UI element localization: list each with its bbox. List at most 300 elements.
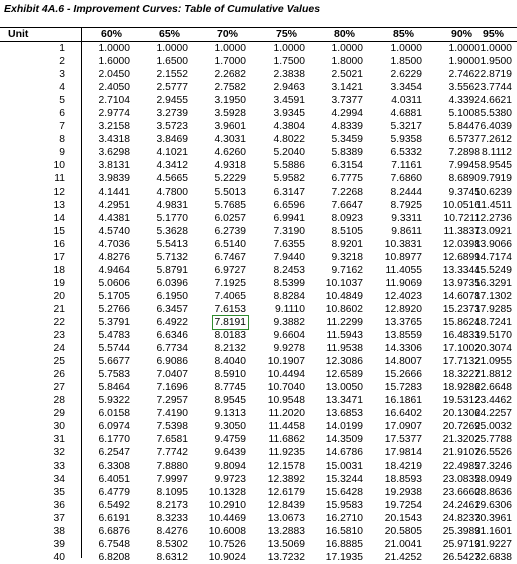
value-cell: 4.9318 <box>214 160 246 172</box>
value-cell: 15.2373 <box>442 303 480 315</box>
value-cell: 5.7685 <box>214 199 246 211</box>
table-row <box>0 94 517 107</box>
value-cell: 9.6604 <box>273 330 305 342</box>
value-cell: 28.0949 <box>474 473 512 485</box>
value-cell: 8.1095 <box>156 486 188 498</box>
value-cell: 25.3989 <box>442 525 480 537</box>
value-cell: 14.6786 <box>325 447 363 459</box>
value-cell: 1.9000 <box>448 56 480 68</box>
table-row <box>0 342 517 355</box>
value-cell: 4.8276 <box>98 251 130 263</box>
table-row <box>0 538 517 551</box>
table-row <box>0 212 517 225</box>
value-cell: 4.0311 <box>391 95 422 107</box>
value-cell: 12.8439 <box>267 499 305 511</box>
value-cell: 9.8094 <box>214 460 246 472</box>
value-cell: 13.0673 <box>267 512 305 524</box>
value-cell: 13.9066 <box>474 238 512 250</box>
value-cell: 8.9545 <box>214 395 246 407</box>
value-cell: 6.6876 <box>98 525 130 537</box>
value-cell: 12.2736 <box>474 212 512 224</box>
value-cell: 13.0050 <box>325 382 363 394</box>
value-cell: 4.3804 <box>273 121 305 133</box>
value-cell: 21.8812 <box>474 369 512 381</box>
value-cell: 4.9464 <box>98 264 130 276</box>
value-cell: 23.6660 <box>442 486 480 498</box>
value-cell: 2.5021 <box>331 69 363 81</box>
value-cell: 9.4759 <box>214 434 246 446</box>
value-cell: 8.7925 <box>390 199 422 211</box>
value-cell: 1.0000 <box>156 43 188 54</box>
value-cell: 8.7745 <box>214 382 246 394</box>
table-row <box>0 159 517 172</box>
value-cell: 3.4591 <box>273 95 305 107</box>
value-cell: 24.2461 <box>442 499 480 511</box>
table-row <box>0 264 517 277</box>
value-cell: 6.1770 <box>98 434 130 446</box>
value-cell: 10.1328 <box>208 486 246 498</box>
value-cell: 14.3509 <box>325 434 363 446</box>
value-cell: 18.9286 <box>442 382 480 394</box>
value-cell: 3.2739 <box>156 108 188 120</box>
table-row <box>0 186 517 199</box>
value-cell: 10.9024 <box>208 551 246 563</box>
value-cell: 19.5170 <box>474 330 512 342</box>
value-cell: 5.0606 <box>98 277 130 289</box>
value-cell: 6.0257 <box>214 212 246 224</box>
value-cell: 11.4511 <box>476 199 512 211</box>
value-cell: 8.6312 <box>156 551 188 563</box>
value-cell: 5.6677 <box>98 356 130 368</box>
value-cell: 17.1935 <box>325 551 363 563</box>
value-cell: 7.5398 <box>156 421 188 433</box>
value-cell: 2.1552 <box>156 69 188 81</box>
value-cell: 1.6000 <box>98 56 130 68</box>
unit-cell: 13 <box>53 199 65 211</box>
value-cell: 12.0398 <box>442 238 480 250</box>
value-cell: 14.7174 <box>474 251 512 263</box>
value-cell: 12.8920 <box>384 303 422 315</box>
value-cell: 17.9814 <box>384 447 422 459</box>
value-cell: 3.9601 <box>214 121 246 133</box>
value-cell: 28.8636 <box>474 486 512 498</box>
value-cell: 27.3246 <box>474 460 512 472</box>
value-cell: 9.9723 <box>214 473 246 485</box>
unit-cell: 17 <box>53 251 65 263</box>
value-cell: 4.6260 <box>214 147 246 159</box>
value-cell: 6.2739 <box>214 225 246 237</box>
unit-column-divider <box>81 28 82 558</box>
value-cell: 1.0000 <box>390 43 422 54</box>
value-cell: 2.9455 <box>156 95 188 107</box>
value-cell: 6.1950 <box>156 290 188 302</box>
unit-cell: 31 <box>53 434 65 446</box>
value-cell: 7.6581 <box>156 434 188 446</box>
value-cell: 7.7742 <box>156 447 188 459</box>
value-cell: 7.1925 <box>214 277 246 289</box>
value-cell: 4.8022 <box>273 134 305 146</box>
value-cell: 10.8602 <box>325 303 363 315</box>
value-cell: 14.6078 <box>442 290 480 302</box>
table-row <box>0 133 517 146</box>
table-row <box>0 316 517 329</box>
table-row <box>0 107 517 120</box>
value-cell: 21.3202 <box>442 434 480 446</box>
value-cell: 8.0923 <box>331 212 363 224</box>
value-cell: 3.9839 <box>98 173 130 185</box>
value-cell: 3.4318 <box>98 134 130 146</box>
unit-cell: 25 <box>53 356 65 368</box>
value-cell: 6.7548 <box>98 538 130 550</box>
value-cell: 13.7232 <box>267 551 305 563</box>
column-header-60pct: 60% <box>100 28 122 40</box>
value-cell: 2.6229 <box>390 69 422 81</box>
value-cell: 8.9201 <box>331 238 363 250</box>
value-cell: 10.8977 <box>384 251 422 263</box>
value-cell: 8.4276 <box>156 525 188 537</box>
table-row <box>0 277 517 290</box>
value-cell: 8.5399 <box>273 277 305 289</box>
value-cell: 9.9278 <box>273 343 305 355</box>
unit-cell: 14 <box>53 212 65 224</box>
value-cell: 8.4040 <box>214 356 246 368</box>
value-cell: 5.2766 <box>98 303 130 315</box>
value-cell: 11.4055 <box>385 264 422 276</box>
unit-cell: 32 <box>53 447 65 459</box>
value-cell: 7.2612 <box>480 134 512 146</box>
table-row <box>0 446 517 459</box>
value-cell: 7.1161 <box>391 160 422 172</box>
value-cell: 6.2547 <box>98 447 130 459</box>
value-cell: 16.5810 <box>325 525 363 537</box>
value-cell: 6.7775 <box>331 173 363 185</box>
value-cell: 4.6621 <box>480 95 512 107</box>
value-cell: 8.5910 <box>214 369 246 381</box>
unit-cell: 4 <box>59 82 65 94</box>
value-cell: 4.2994 <box>331 108 363 120</box>
value-cell: 15.6428 <box>325 486 363 498</box>
value-cell: 12.3086 <box>325 356 363 368</box>
value-cell: 3.5723 <box>156 121 188 133</box>
value-cell: 21.4252 <box>384 551 422 563</box>
table-row <box>0 225 517 238</box>
value-cell: 16.6402 <box>384 408 422 420</box>
value-cell: 9.7919 <box>480 173 512 185</box>
value-cell: 6.6596 <box>273 199 305 211</box>
value-cell: 7.6860 <box>390 173 422 185</box>
table-row <box>0 55 517 68</box>
value-cell: 3.6298 <box>98 147 130 159</box>
value-cell: 4.4381 <box>98 212 130 224</box>
value-cell: 1.8500 <box>390 56 422 68</box>
value-cell: 6.5332 <box>390 147 422 159</box>
table-row <box>0 407 517 420</box>
cumulative-values-table <box>0 28 517 564</box>
value-cell: 1.6500 <box>156 56 188 68</box>
value-cell: 11.9069 <box>385 277 422 289</box>
value-cell: 9.3311 <box>391 212 422 224</box>
value-cell: 3.1421 <box>331 82 363 94</box>
value-cell: 13.0921 <box>474 225 512 237</box>
value-cell: 14.3306 <box>384 343 422 355</box>
value-cell: 6.3308 <box>98 460 130 472</box>
value-cell: 3.8131 <box>98 160 130 172</box>
value-cell: 9.1110 <box>275 303 305 315</box>
table-row <box>0 42 517 55</box>
value-cell: 9.8611 <box>391 225 422 237</box>
value-cell: 6.4922 <box>156 316 188 328</box>
value-cell: 10.6239 <box>474 186 512 198</box>
value-cell: 16.4833 <box>442 330 480 342</box>
value-cell: 6.0974 <box>98 421 130 433</box>
column-header-80pct: 80% <box>333 28 355 40</box>
table-row <box>0 81 517 94</box>
value-cell: 17.7132 <box>442 356 480 368</box>
table-row <box>0 433 517 446</box>
value-cell: 4.3031 <box>214 134 246 146</box>
value-cell: 4.1021 <box>156 147 188 159</box>
value-cell: 7.2957 <box>156 395 188 407</box>
table-row <box>0 146 517 159</box>
value-cell: 1.0000 <box>331 43 363 54</box>
value-cell: 7.4190 <box>156 408 188 420</box>
value-cell: 14.0199 <box>325 421 363 433</box>
value-cell: 6.4051 <box>98 473 130 485</box>
table-row <box>0 120 517 133</box>
value-cell: 6.5737 <box>448 134 480 146</box>
value-cell: 7.4065 <box>214 290 246 302</box>
value-cell: 9.6439 <box>214 447 246 459</box>
value-cell: 7.6153 <box>214 303 246 315</box>
value-cell: 16.1861 <box>384 395 422 407</box>
value-cell: 11.9235 <box>268 447 305 459</box>
unit-cell: 6 <box>59 108 65 120</box>
value-cell: 15.7283 <box>384 382 422 394</box>
column-header-65pct: 65% <box>158 28 180 40</box>
value-cell: 12.6179 <box>267 486 305 498</box>
value-cell: 12.3892 <box>267 473 305 485</box>
value-cell: 13.3765 <box>384 316 422 328</box>
unit-cell: 8 <box>59 134 65 146</box>
value-cell: 3.7744 <box>480 82 512 94</box>
value-cell: 1.7500 <box>273 56 305 68</box>
value-cell: 5.8791 <box>156 264 188 276</box>
value-cell: 22.4985 <box>442 460 480 472</box>
value-cell: 5.3628 <box>156 225 188 237</box>
value-cell: 7.6647 <box>331 199 363 211</box>
value-cell: 5.5744 <box>98 343 130 355</box>
table-row <box>0 486 517 499</box>
value-cell: 2.7582 <box>214 82 246 94</box>
value-cell: 20.1306 <box>442 408 480 420</box>
value-cell: 10.4494 <box>267 369 305 381</box>
value-cell: 1.0000 <box>273 43 305 54</box>
value-cell: 10.7526 <box>208 538 246 550</box>
table-row <box>0 381 517 394</box>
table-row <box>0 329 517 342</box>
value-cell: 6.5140 <box>214 238 246 250</box>
unit-cell: 37 <box>53 512 65 524</box>
value-cell: 24.2257 <box>474 408 512 420</box>
value-cell: 5.8464 <box>98 382 130 394</box>
value-cell: 5.1705 <box>98 290 130 302</box>
unit-cell: 36 <box>53 499 65 511</box>
value-cell: 13.5069 <box>267 538 305 550</box>
value-cell: 8.2173 <box>156 499 188 511</box>
value-cell: 19.5312 <box>442 395 480 407</box>
value-cell: 9.3745 <box>448 186 480 198</box>
value-cell: 4.7036 <box>98 238 130 250</box>
value-cell: 12.1578 <box>267 460 305 472</box>
unit-cell: 15 <box>53 225 65 237</box>
table-row <box>0 238 517 251</box>
value-cell: 10.0516 <box>442 199 480 211</box>
value-cell: 10.1907 <box>267 356 305 368</box>
value-cell: 23.0835 <box>442 473 480 485</box>
value-cell: 1.0000 <box>98 43 130 54</box>
value-cell: 31.1601 <box>474 525 512 537</box>
value-cell: 3.5928 <box>214 108 246 120</box>
value-cell: 6.9727 <box>214 264 246 276</box>
unit-cell: 27 <box>53 382 65 394</box>
unit-cell: 28 <box>53 395 65 407</box>
unit-cell: 9 <box>59 147 65 159</box>
value-cell: 20.7269 <box>442 421 480 433</box>
value-cell: 25.9719 <box>442 538 480 550</box>
value-cell: 19.7254 <box>384 499 422 511</box>
value-cell: 16.8885 <box>325 538 363 550</box>
value-cell: 11.4458 <box>268 421 305 433</box>
value-cell: 29.6306 <box>474 499 512 511</box>
value-cell: 10.7040 <box>267 382 305 394</box>
value-cell: 13.3344 <box>442 264 480 276</box>
value-cell: 17.1302 <box>474 290 512 302</box>
value-cell: 20.5805 <box>384 525 422 537</box>
value-cell: 9.3882 <box>273 316 305 328</box>
value-cell: 6.8208 <box>98 551 130 563</box>
unit-cell: 24 <box>53 343 65 355</box>
value-cell: 30.3961 <box>474 512 512 524</box>
value-cell: 2.2682 <box>214 69 246 81</box>
value-cell: 26.5427 <box>442 551 480 563</box>
value-cell: 7.6355 <box>273 238 305 250</box>
value-cell: 7.9997 <box>156 473 188 485</box>
table-header-row <box>0 28 517 42</box>
value-cell: 17.9285 <box>474 303 512 315</box>
value-cell: 8.5105 <box>331 225 363 237</box>
value-cell: 18.4219 <box>384 460 422 472</box>
value-cell: 6.3147 <box>273 186 305 198</box>
value-cell: 22.6648 <box>474 382 512 394</box>
value-cell: 4.5740 <box>98 225 130 237</box>
table-row <box>0 368 517 381</box>
value-cell: 1.7000 <box>214 56 246 68</box>
value-cell: 2.9463 <box>273 82 305 94</box>
value-cell: 18.8593 <box>384 473 422 485</box>
table-row <box>0 499 517 512</box>
unit-cell: 39 <box>53 538 65 550</box>
column-header-70pct: 70% <box>216 28 238 40</box>
table-row <box>0 551 517 564</box>
value-cell: 9.3050 <box>214 421 246 433</box>
value-cell: 8.2444 <box>390 186 422 198</box>
value-cell: 6.0158 <box>98 408 130 420</box>
value-cell: 15.8624 <box>442 316 480 328</box>
value-cell: 5.7583 <box>98 369 130 381</box>
value-cell: 20.1543 <box>384 512 422 524</box>
table-body <box>0 42 517 564</box>
value-cell: 2.7462 <box>448 69 480 81</box>
value-cell: 10.6008 <box>208 525 246 537</box>
value-cell: 5.8447 <box>448 121 480 133</box>
value-cell: 4.3392 <box>448 95 480 107</box>
column-header-95pct: 95% <box>482 28 504 40</box>
value-cell: 8.8284 <box>273 290 305 302</box>
unit-cell: 20 <box>53 290 65 302</box>
value-cell: 20.3074 <box>474 343 512 355</box>
value-cell: 8.3233 <box>156 512 188 524</box>
value-cell: 11.6862 <box>268 434 305 446</box>
value-cell: 13.3471 <box>325 395 363 407</box>
table-row <box>0 460 517 473</box>
value-cell: 11.3837 <box>443 225 480 237</box>
value-cell: 13.8559 <box>384 330 422 342</box>
value-cell: 1.0000 <box>448 43 480 54</box>
value-cell: 10.4849 <box>325 290 363 302</box>
value-cell: 5.7132 <box>156 251 188 263</box>
value-cell: 5.1770 <box>156 212 188 224</box>
value-cell: 14.8007 <box>384 356 422 368</box>
table-row <box>0 199 517 212</box>
value-cell: 15.2666 <box>384 369 422 381</box>
value-cell: 17.0907 <box>384 421 422 433</box>
value-cell: 21.0041 <box>384 538 422 550</box>
value-cell: 13.9735 <box>442 277 480 289</box>
value-cell: 11.2299 <box>326 316 363 328</box>
value-cell: 5.4783 <box>98 330 130 342</box>
value-cell: 8.5302 <box>156 538 188 550</box>
value-cell: 10.7211 <box>443 212 480 224</box>
value-cell: 2.5777 <box>156 82 188 94</box>
value-cell: 2.3838 <box>273 69 305 81</box>
unit-cell: 33 <box>53 460 65 472</box>
value-cell: 7.3190 <box>273 225 305 237</box>
unit-cell: 16 <box>53 238 65 250</box>
value-cell: 3.7377 <box>331 95 363 107</box>
value-cell: 21.9107 <box>442 447 480 459</box>
value-cell: 25.0032 <box>474 421 512 433</box>
value-cell: 6.7734 <box>156 343 188 355</box>
value-cell: 5.5380 <box>480 108 512 120</box>
value-cell: 15.0031 <box>325 460 363 472</box>
value-cell: 5.9358 <box>390 134 422 146</box>
value-cell: 19.2938 <box>384 486 422 498</box>
value-cell: 1.0000 <box>480 43 512 54</box>
table-row <box>0 512 517 525</box>
value-cell: 8.6890 <box>448 173 480 185</box>
value-cell: 1.8000 <box>331 56 363 68</box>
value-cell: 2.4050 <box>98 82 130 94</box>
value-cell: 8.2132 <box>214 343 246 355</box>
value-cell: 1.9500 <box>480 56 512 68</box>
value-cell: 17.5377 <box>384 434 422 446</box>
value-cell: 3.3454 <box>390 82 422 94</box>
value-cell: 26.5526 <box>474 447 512 459</box>
highlighted-value-cell: 7.8191 <box>214 316 246 328</box>
value-cell: 21.0955 <box>474 356 512 368</box>
value-cell: 15.9583 <box>325 499 363 511</box>
unit-cell: 29 <box>53 408 65 420</box>
